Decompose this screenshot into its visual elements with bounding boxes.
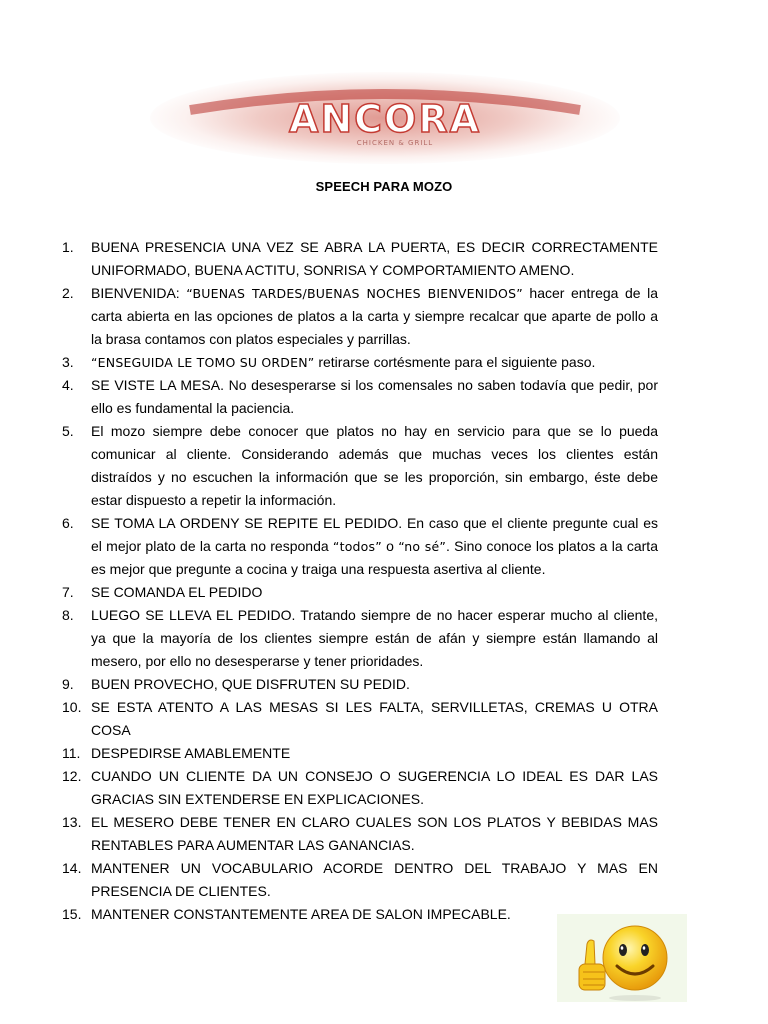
list-item <box>62 351 658 374</box>
item-number: 5. <box>62 423 74 439</box>
logo-graphic <box>150 72 620 164</box>
item-text: LUEGO SE LLEVA EL PEDIDO. Tratando siempre de no hacer esperar mucho al cliente, ya que la mayoría de los clientes siempre están de afán y siempre están llamando al mesero, por ello no desesperarse y tener prioridades. <box>91 607 658 669</box>
item-number: 11. <box>62 745 81 761</box>
item-quote: “no sé” <box>398 539 447 554</box>
item-number: 14. <box>62 860 82 876</box>
list-item <box>62 581 658 604</box>
item-number: 6. <box>62 515 74 531</box>
item-quote: “ENSEGUIDA LE TOMO SU ORDEN” <box>91 355 315 370</box>
item-text: BUENA PRESENCIA UNA VEZ SE ABRA LA PUERTA, ES DECIR CORRECTAMENTE UNIFORMADO, BUENA ACTITU, SONRISA Y COMPORTAMIENTO AMENO. <box>91 239 658 278</box>
ancora-logo <box>150 72 620 164</box>
item-text <box>91 282 658 351</box>
list-item <box>62 811 658 857</box>
list-item <box>62 374 658 420</box>
list-item <box>62 282 658 351</box>
item-text: DESPEDIRSE AMABLEMENTE <box>91 745 291 761</box>
item-text <box>91 512 658 581</box>
logo-brand: ANCORA <box>288 97 482 141</box>
item-text: MANTENER CONSTANTEMENTE AREA DE SALON IMPECABLE. <box>91 906 511 922</box>
item-number: 3. <box>62 354 74 370</box>
item-text: El mozo siempre debe conocer que platos no hay en servicio para que se lo pueda comunicar al cliente. Considerando además que muchas veces los clientes están distraídos y no escuchen la información que se les proporción, sin embargo, éste debe estar dispuesto a repetir la información. <box>91 423 658 508</box>
list-item <box>62 742 658 765</box>
item-text: BUEN PROVECHO, QUE DISFRUTEN SU PEDID. <box>91 676 410 692</box>
list-item <box>62 420 658 512</box>
item-text: SE COMANDA EL PEDIDO <box>91 584 263 600</box>
item-number: 10. <box>62 699 82 715</box>
item-number: 8. <box>62 607 74 623</box>
item-number: 4. <box>62 377 74 393</box>
item-quote: “todos” <box>332 539 382 554</box>
item-quote: “BUENAS TARDES/BUENAS NOCHES BIENVENIDOS” <box>186 286 523 301</box>
item-text-pre: BIENVENIDA: <box>91 285 187 301</box>
list-item <box>62 512 658 581</box>
list-item <box>62 604 658 673</box>
item-text: MANTENER UN VOCABULARIO ACORDE DENTRO DEL TRABAJO Y MAS EN PRESENCIA DE CLIENTES. <box>91 860 658 899</box>
item-number: 9. <box>62 676 74 692</box>
item-text: CUANDO UN CLIENTE DA UN CONSEJO O SUGERENCIA LO IDEAL ES DAR LAS GRACIAS SIN EXTENDERSE EN EXPLICACIONES. <box>91 768 658 807</box>
item-number: 1. <box>62 239 74 255</box>
list-item <box>62 696 658 742</box>
item-number: 12. <box>62 768 82 784</box>
item-text-post: retirarse cortésmente para el siguiente paso. <box>314 354 596 370</box>
item-text-pre: SE TOMA LA ORDENY SE REPITE EL PEDIDO. En caso que el cliente pregunte cual es el mejor plato de la carta no responda <box>91 515 658 554</box>
item-text <box>91 351 658 374</box>
item-text: EL MESERO DEBE TENER EN CLARO CUALES SON LOS PLATOS Y BEBIDAS MAS RENTABLES PARA AUMENTAR LAS GANANCIAS. <box>91 814 658 853</box>
page-title: SPEECH PARA MOZO <box>315 179 453 194</box>
list-item <box>62 857 658 903</box>
item-number: 15. <box>62 906 82 922</box>
item-number: 13. <box>62 814 82 830</box>
item-text: SE ESTA ATENTO A LAS MESAS SI LES FALTA, SERVILLETAS, CREMAS U OTRA COSA <box>91 699 658 738</box>
item-text-mid: o <box>381 538 399 554</box>
steps-list <box>62 236 658 926</box>
item-number: 2. <box>62 285 74 301</box>
logo-tagline: CHICKEN & GRILL <box>356 139 434 147</box>
item-text-post: hacer entrega de la carta abierta en las opciones de platos a la carta y siempre recalcar que aparte de pollo a la brasa contamos con platos especiales y parrillas. <box>91 285 658 347</box>
item-text-post: . Sino conoce los platos a la carta es mejor que pregunte a cocina y traiga una respuesta asertiva al cliente. <box>91 538 658 577</box>
list-item <box>62 765 658 811</box>
thumbs-up-smiley-icon <box>557 914 687 1002</box>
item-text: SE VISTE LA MESA. No desesperarse si los comensales no saben todavía que pedir, por ello es fundamental la paciencia. <box>91 377 658 416</box>
item-number: 7. <box>62 584 74 600</box>
list-item <box>62 236 658 282</box>
list-item <box>62 673 658 696</box>
